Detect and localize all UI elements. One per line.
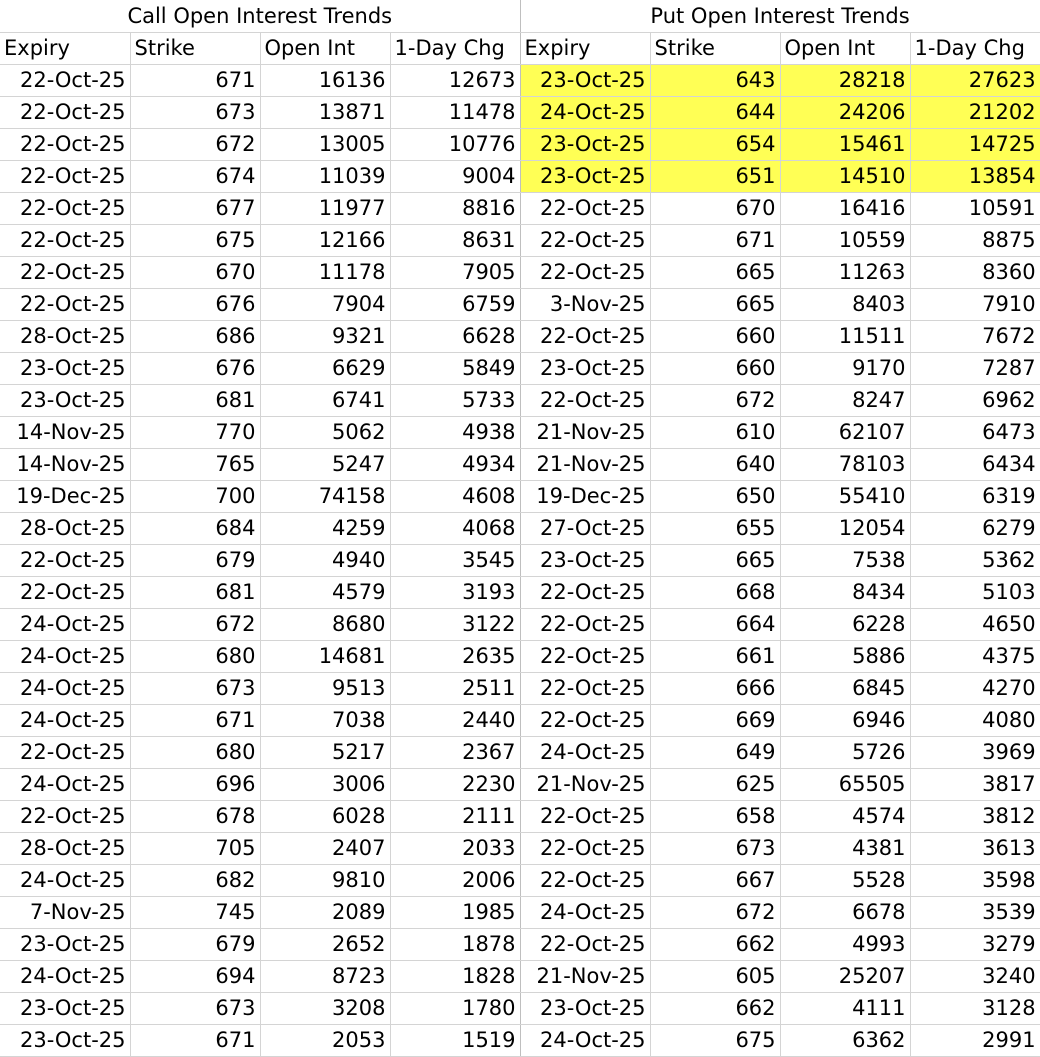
call-strike-cell[interactable]: 765 xyxy=(130,448,260,480)
call-1day-chg-cell[interactable]: 7905 xyxy=(390,256,520,288)
put-open-int-cell[interactable]: 11263 xyxy=(780,256,910,288)
call-strike-cell[interactable]: 671 xyxy=(130,704,260,736)
call-1day-chg-cell[interactable]: 3122 xyxy=(390,608,520,640)
put-strike-cell[interactable]: 662 xyxy=(650,928,780,960)
call-strike-cell[interactable]: 696 xyxy=(130,768,260,800)
call-strike-cell[interactable]: 684 xyxy=(130,512,260,544)
put-strike-cell[interactable]: 675 xyxy=(650,1024,780,1056)
put-strike-cell[interactable]: 605 xyxy=(650,960,780,992)
call-1day-chg-cell[interactable]: 2230 xyxy=(390,768,520,800)
put-1day-chg-cell[interactable]: 27623 xyxy=(910,64,1040,96)
put-1day-chg-cell[interactable]: 4650 xyxy=(910,608,1040,640)
put-expiry-cell[interactable]: 22-Oct-25 xyxy=(520,928,650,960)
put-expiry-cell[interactable]: 23-Oct-25 xyxy=(520,544,650,576)
call-expiry-cell[interactable]: 19-Dec-25 xyxy=(0,480,130,512)
call-open-int-cell[interactable]: 11178 xyxy=(260,256,390,288)
put-expiry-cell[interactable]: 22-Oct-25 xyxy=(520,320,650,352)
call-strike-cell[interactable]: 672 xyxy=(130,608,260,640)
put-strike-cell[interactable]: 644 xyxy=(650,96,780,128)
put-open-int-cell[interactable]: 14510 xyxy=(780,160,910,192)
call-open-int-cell[interactable]: 11977 xyxy=(260,192,390,224)
table-row xyxy=(0,544,1040,576)
put-strike-cell[interactable]: 660 xyxy=(650,352,780,384)
put-1day-chg-cell[interactable]: 7910 xyxy=(910,288,1040,320)
call-1day-chg-cell[interactable]: 3193 xyxy=(390,576,520,608)
call-strike-cell[interactable]: 679 xyxy=(130,544,260,576)
put-strike-cell[interactable]: 669 xyxy=(650,704,780,736)
table-row xyxy=(0,864,1040,896)
put-open-int-cell[interactable]: 28218 xyxy=(780,64,910,96)
put-1day-chg-cell[interactable]: 4080 xyxy=(910,704,1040,736)
put-1day-chg-cell[interactable]: 3598 xyxy=(910,864,1040,896)
put-open-int-cell[interactable]: 5886 xyxy=(780,640,910,672)
call-open-int-cell[interactable]: 12166 xyxy=(260,224,390,256)
section-title-row xyxy=(0,0,1040,32)
put-header-strike[interactable]: Strike xyxy=(650,32,780,64)
call-expiry-cell[interactable]: 22-Oct-25 xyxy=(0,160,130,192)
put-1day-chg-cell[interactable]: 5362 xyxy=(910,544,1040,576)
call-open-int-cell[interactable]: 3006 xyxy=(260,768,390,800)
call-open-int-cell[interactable]: 13005 xyxy=(260,128,390,160)
call-open-int-cell[interactable]: 2053 xyxy=(260,1024,390,1056)
call-expiry-cell[interactable]: 24-Oct-25 xyxy=(0,704,130,736)
call-header-strike[interactable]: Strike xyxy=(130,32,260,64)
put-strike-cell[interactable]: 651 xyxy=(650,160,780,192)
put-expiry-cell[interactable]: 22-Oct-25 xyxy=(520,672,650,704)
put-strike-cell[interactable]: 658 xyxy=(650,800,780,832)
call-expiry-cell[interactable]: 14-Nov-25 xyxy=(0,448,130,480)
put-strike-cell[interactable]: 672 xyxy=(650,896,780,928)
table-row xyxy=(0,576,1040,608)
put-1day-chg-cell[interactable]: 13854 xyxy=(910,160,1040,192)
put-expiry-cell[interactable]: 21-Nov-25 xyxy=(520,416,650,448)
call-strike-cell[interactable]: 678 xyxy=(130,800,260,832)
put-expiry-cell[interactable]: 23-Oct-25 xyxy=(520,128,650,160)
put-open-int-cell[interactable]: 4574 xyxy=(780,800,910,832)
call-1day-chg-cell[interactable]: 4938 xyxy=(390,416,520,448)
put-open-int-cell[interactable]: 11511 xyxy=(780,320,910,352)
call-expiry-cell[interactable]: 23-Oct-25 xyxy=(0,352,130,384)
call-strike-cell[interactable]: 675 xyxy=(130,224,260,256)
put-expiry-cell[interactable]: 27-Oct-25 xyxy=(520,512,650,544)
put-expiry-cell[interactable]: 22-Oct-25 xyxy=(520,832,650,864)
call-1day-chg-cell[interactable]: 5733 xyxy=(390,384,520,416)
call-open-int-cell[interactable]: 2089 xyxy=(260,896,390,928)
put-1day-chg-cell[interactable]: 10591 xyxy=(910,192,1040,224)
put-strike-cell[interactable]: 666 xyxy=(650,672,780,704)
put-1day-chg-cell[interactable]: 6319 xyxy=(910,480,1040,512)
put-strike-cell[interactable]: 660 xyxy=(650,320,780,352)
put-1day-chg-cell[interactable]: 3613 xyxy=(910,832,1040,864)
put-strike-cell[interactable]: 650 xyxy=(650,480,780,512)
put-strike-cell[interactable]: 662 xyxy=(650,992,780,1024)
put-strike-cell[interactable]: 671 xyxy=(650,224,780,256)
call-strike-cell[interactable]: 745 xyxy=(130,896,260,928)
table-row xyxy=(0,1024,1040,1056)
put-expiry-cell[interactable]: 22-Oct-25 xyxy=(520,640,650,672)
call-open-int-cell[interactable]: 74158 xyxy=(260,480,390,512)
call-strike-cell[interactable]: 676 xyxy=(130,288,260,320)
call-1day-chg-cell[interactable]: 10776 xyxy=(390,128,520,160)
put-1day-chg-cell[interactable]: 6434 xyxy=(910,448,1040,480)
call-expiry-cell[interactable]: 22-Oct-25 xyxy=(0,128,130,160)
put-expiry-cell[interactable]: 24-Oct-25 xyxy=(520,1024,650,1056)
put-open-int-cell[interactable]: 4111 xyxy=(780,992,910,1024)
table-row xyxy=(0,736,1040,768)
put-strike-cell[interactable]: 665 xyxy=(650,544,780,576)
call-expiry-cell[interactable]: 24-Oct-25 xyxy=(0,768,130,800)
put-1day-chg-cell[interactable]: 3279 xyxy=(910,928,1040,960)
call-1day-chg-cell[interactable]: 2367 xyxy=(390,736,520,768)
call-1day-chg-cell[interactable]: 4934 xyxy=(390,448,520,480)
table-row xyxy=(0,704,1040,736)
call-1day-chg-cell[interactable]: 6759 xyxy=(390,288,520,320)
put-1day-chg-cell[interactable]: 3539 xyxy=(910,896,1040,928)
table-row xyxy=(0,608,1040,640)
call-1day-chg-cell[interactable]: 12673 xyxy=(390,64,520,96)
call-open-int-cell[interactable]: 6741 xyxy=(260,384,390,416)
call-open-int-cell[interactable]: 9810 xyxy=(260,864,390,896)
call-section-title[interactable]: Call Open Interest Trends xyxy=(0,0,520,32)
table-row xyxy=(0,416,1040,448)
call-expiry-cell[interactable]: 23-Oct-25 xyxy=(0,992,130,1024)
call-expiry-cell[interactable]: 24-Oct-25 xyxy=(0,640,130,672)
put-expiry-cell[interactable]: 24-Oct-25 xyxy=(520,736,650,768)
put-open-int-cell[interactable]: 4381 xyxy=(780,832,910,864)
call-1day-chg-cell[interactable]: 1519 xyxy=(390,1024,520,1056)
table-row xyxy=(0,160,1040,192)
call-expiry-cell[interactable]: 23-Oct-25 xyxy=(0,1024,130,1056)
table-row xyxy=(0,800,1040,832)
put-open-int-cell[interactable]: 12054 xyxy=(780,512,910,544)
put-open-int-cell[interactable]: 78103 xyxy=(780,448,910,480)
put-strike-cell[interactable]: 670 xyxy=(650,192,780,224)
table-row xyxy=(0,192,1040,224)
call-open-int-cell[interactable]: 11039 xyxy=(260,160,390,192)
put-strike-cell[interactable]: 665 xyxy=(650,288,780,320)
put-open-int-cell[interactable]: 6362 xyxy=(780,1024,910,1056)
call-expiry-cell[interactable]: 24-Oct-25 xyxy=(0,864,130,896)
table-row xyxy=(0,992,1040,1024)
put-1day-chg-cell[interactable]: 7287 xyxy=(910,352,1040,384)
put-header-expiry[interactable]: Expiry xyxy=(520,32,650,64)
table-row xyxy=(0,256,1040,288)
put-expiry-cell[interactable]: 3-Nov-25 xyxy=(520,288,650,320)
put-1day-chg-cell[interactable]: 3969 xyxy=(910,736,1040,768)
call-strike-cell[interactable]: 673 xyxy=(130,96,260,128)
put-1day-chg-cell[interactable]: 4270 xyxy=(910,672,1040,704)
call-strike-cell[interactable]: 676 xyxy=(130,352,260,384)
put-1day-chg-cell[interactable]: 2991 xyxy=(910,1024,1040,1056)
put-open-int-cell[interactable]: 6228 xyxy=(780,608,910,640)
call-strike-cell[interactable]: 705 xyxy=(130,832,260,864)
call-strike-cell[interactable]: 673 xyxy=(130,672,260,704)
call-open-int-cell[interactable]: 8680 xyxy=(260,608,390,640)
call-1day-chg-cell[interactable]: 9004 xyxy=(390,160,520,192)
put-1day-chg-cell[interactable]: 5103 xyxy=(910,576,1040,608)
call-open-int-cell[interactable]: 9513 xyxy=(260,672,390,704)
put-header-open-int[interactable]: Open Int xyxy=(780,32,910,64)
put-open-int-cell[interactable]: 16416 xyxy=(780,192,910,224)
call-expiry-cell[interactable]: 28-Oct-25 xyxy=(0,320,130,352)
call-open-int-cell[interactable]: 7038 xyxy=(260,704,390,736)
put-strike-cell[interactable]: 643 xyxy=(650,64,780,96)
put-open-int-cell[interactable]: 8434 xyxy=(780,576,910,608)
put-expiry-cell[interactable]: 21-Nov-25 xyxy=(520,960,650,992)
put-1day-chg-cell[interactable]: 4375 xyxy=(910,640,1040,672)
call-expiry-cell[interactable]: 7-Nov-25 xyxy=(0,896,130,928)
call-expiry-cell[interactable]: 28-Oct-25 xyxy=(0,832,130,864)
call-open-int-cell[interactable]: 5217 xyxy=(260,736,390,768)
table-row xyxy=(0,352,1040,384)
put-expiry-cell[interactable]: 23-Oct-25 xyxy=(520,64,650,96)
put-open-int-cell[interactable]: 4993 xyxy=(780,928,910,960)
call-open-int-cell[interactable]: 6028 xyxy=(260,800,390,832)
put-open-int-cell[interactable]: 8247 xyxy=(780,384,910,416)
call-open-int-cell[interactable]: 4579 xyxy=(260,576,390,608)
put-expiry-cell[interactable]: 24-Oct-25 xyxy=(520,96,650,128)
table-row xyxy=(0,896,1040,928)
put-open-int-cell[interactable]: 7538 xyxy=(780,544,910,576)
put-strike-cell[interactable]: 640 xyxy=(650,448,780,480)
call-expiry-cell[interactable]: 22-Oct-25 xyxy=(0,224,130,256)
put-strike-cell[interactable]: 665 xyxy=(650,256,780,288)
call-strike-cell[interactable]: 679 xyxy=(130,928,260,960)
put-strike-cell[interactable]: 655 xyxy=(650,512,780,544)
call-1day-chg-cell[interactable]: 4608 xyxy=(390,480,520,512)
put-expiry-cell[interactable]: 22-Oct-25 xyxy=(520,864,650,896)
put-expiry-cell[interactable]: 22-Oct-25 xyxy=(520,608,650,640)
call-1day-chg-cell[interactable]: 2033 xyxy=(390,832,520,864)
call-strike-cell[interactable]: 694 xyxy=(130,960,260,992)
call-strike-cell[interactable]: 671 xyxy=(130,1024,260,1056)
put-open-int-cell[interactable]: 6845 xyxy=(780,672,910,704)
call-strike-cell[interactable]: 672 xyxy=(130,128,260,160)
put-strike-cell[interactable]: 661 xyxy=(650,640,780,672)
call-open-int-cell[interactable]: 5247 xyxy=(260,448,390,480)
call-expiry-cell[interactable]: 22-Oct-25 xyxy=(0,800,130,832)
call-strike-cell[interactable]: 670 xyxy=(130,256,260,288)
call-strike-cell[interactable]: 700 xyxy=(130,480,260,512)
put-expiry-cell[interactable]: 23-Oct-25 xyxy=(520,160,650,192)
put-open-int-cell[interactable]: 65505 xyxy=(780,768,910,800)
call-1day-chg-cell[interactable]: 1985 xyxy=(390,896,520,928)
call-1day-chg-cell[interactable]: 1878 xyxy=(390,928,520,960)
call-expiry-cell[interactable]: 22-Oct-25 xyxy=(0,96,130,128)
put-strike-cell[interactable]: 625 xyxy=(650,768,780,800)
call-open-int-cell[interactable]: 4940 xyxy=(260,544,390,576)
call-expiry-cell[interactable]: 22-Oct-25 xyxy=(0,736,130,768)
put-expiry-cell[interactable]: 22-Oct-25 xyxy=(520,704,650,736)
put-1day-chg-cell[interactable]: 6279 xyxy=(910,512,1040,544)
column-header-row xyxy=(0,32,1040,64)
call-open-int-cell[interactable]: 6629 xyxy=(260,352,390,384)
put-expiry-cell[interactable]: 21-Nov-25 xyxy=(520,448,650,480)
table-row xyxy=(0,768,1040,800)
put-open-int-cell[interactable]: 15461 xyxy=(780,128,910,160)
table-row xyxy=(0,960,1040,992)
call-1day-chg-cell[interactable]: 4068 xyxy=(390,512,520,544)
put-expiry-cell[interactable]: 21-Nov-25 xyxy=(520,768,650,800)
call-1day-chg-cell[interactable]: 2006 xyxy=(390,864,520,896)
call-strike-cell[interactable]: 671 xyxy=(130,64,260,96)
put-open-int-cell[interactable]: 24206 xyxy=(780,96,910,128)
call-expiry-cell[interactable]: 22-Oct-25 xyxy=(0,256,130,288)
table-row xyxy=(0,288,1040,320)
put-expiry-cell[interactable]: 22-Oct-25 xyxy=(520,576,650,608)
call-1day-chg-cell[interactable]: 2511 xyxy=(390,672,520,704)
call-strike-cell[interactable]: 674 xyxy=(130,160,260,192)
call-header-expiry[interactable]: Expiry xyxy=(0,32,130,64)
put-1day-chg-cell[interactable]: 3812 xyxy=(910,800,1040,832)
call-open-int-cell[interactable]: 2407 xyxy=(260,832,390,864)
put-1day-chg-cell[interactable]: 3240 xyxy=(910,960,1040,992)
table-row xyxy=(0,448,1040,480)
call-1day-chg-cell[interactable]: 8816 xyxy=(390,192,520,224)
put-expiry-cell[interactable]: 22-Oct-25 xyxy=(520,384,650,416)
put-strike-cell[interactable]: 668 xyxy=(650,576,780,608)
table-row xyxy=(0,928,1040,960)
call-strike-cell[interactable]: 680 xyxy=(130,640,260,672)
call-1day-chg-cell[interactable]: 2440 xyxy=(390,704,520,736)
table-row xyxy=(0,96,1040,128)
put-1day-chg-cell[interactable]: 8360 xyxy=(910,256,1040,288)
call-1day-chg-cell[interactable]: 5849 xyxy=(390,352,520,384)
put-expiry-cell[interactable]: 22-Oct-25 xyxy=(520,192,650,224)
put-expiry-cell[interactable]: 23-Oct-25 xyxy=(520,992,650,1024)
put-expiry-cell[interactable]: 23-Oct-25 xyxy=(520,352,650,384)
put-open-int-cell[interactable]: 55410 xyxy=(780,480,910,512)
put-1day-chg-cell[interactable]: 8875 xyxy=(910,224,1040,256)
call-open-int-cell[interactable]: 8723 xyxy=(260,960,390,992)
call-1day-chg-cell[interactable]: 8631 xyxy=(390,224,520,256)
call-expiry-cell[interactable]: 24-Oct-25 xyxy=(0,608,130,640)
call-header-1day-chg[interactable]: 1-Day Chg xyxy=(390,32,520,64)
call-expiry-cell[interactable]: 23-Oct-25 xyxy=(0,928,130,960)
call-open-int-cell[interactable]: 2652 xyxy=(260,928,390,960)
call-expiry-cell[interactable]: 22-Oct-25 xyxy=(0,576,130,608)
put-open-int-cell[interactable]: 10559 xyxy=(780,224,910,256)
put-open-int-cell[interactable]: 6946 xyxy=(780,704,910,736)
put-1day-chg-cell[interactable]: 14725 xyxy=(910,128,1040,160)
call-1day-chg-cell[interactable]: 1780 xyxy=(390,992,520,1024)
table-row xyxy=(0,832,1040,864)
call-strike-cell[interactable]: 677 xyxy=(130,192,260,224)
put-1day-chg-cell[interactable]: 7672 xyxy=(910,320,1040,352)
put-section-title[interactable]: Put Open Interest Trends xyxy=(520,0,1040,32)
call-expiry-cell[interactable]: 14-Nov-25 xyxy=(0,416,130,448)
put-expiry-cell[interactable]: 22-Oct-25 xyxy=(520,256,650,288)
table-row xyxy=(0,224,1040,256)
call-open-int-cell[interactable]: 13871 xyxy=(260,96,390,128)
put-expiry-cell[interactable]: 22-Oct-25 xyxy=(520,224,650,256)
call-open-int-cell[interactable]: 14681 xyxy=(260,640,390,672)
put-open-int-cell[interactable]: 5726 xyxy=(780,736,910,768)
call-strike-cell[interactable]: 673 xyxy=(130,992,260,1024)
call-strike-cell[interactable]: 686 xyxy=(130,320,260,352)
table-row xyxy=(0,384,1040,416)
call-open-int-cell[interactable]: 3208 xyxy=(260,992,390,1024)
put-expiry-cell[interactable]: 22-Oct-25 xyxy=(520,800,650,832)
put-strike-cell[interactable]: 664 xyxy=(650,608,780,640)
put-strike-cell[interactable]: 673 xyxy=(650,832,780,864)
table-row xyxy=(0,128,1040,160)
call-open-int-cell[interactable]: 5062 xyxy=(260,416,390,448)
put-open-int-cell[interactable]: 9170 xyxy=(780,352,910,384)
put-open-int-cell[interactable]: 25207 xyxy=(780,960,910,992)
table-body xyxy=(0,64,1040,1056)
call-expiry-cell[interactable]: 28-Oct-25 xyxy=(0,512,130,544)
call-expiry-cell[interactable]: 22-Oct-25 xyxy=(0,544,130,576)
call-1day-chg-cell[interactable]: 1828 xyxy=(390,960,520,992)
put-expiry-cell[interactable]: 19-Dec-25 xyxy=(520,480,650,512)
table-row xyxy=(0,640,1040,672)
put-strike-cell[interactable]: 649 xyxy=(650,736,780,768)
table-row xyxy=(0,320,1040,352)
call-expiry-cell[interactable]: 24-Oct-25 xyxy=(0,960,130,992)
put-strike-cell[interactable]: 667 xyxy=(650,864,780,896)
put-1day-chg-cell[interactable]: 6473 xyxy=(910,416,1040,448)
call-open-int-cell[interactable]: 4259 xyxy=(260,512,390,544)
put-1day-chg-cell[interactable]: 3128 xyxy=(910,992,1040,1024)
put-header-1day-chg[interactable]: 1-Day Chg xyxy=(910,32,1040,64)
call-expiry-cell[interactable]: 22-Oct-25 xyxy=(0,64,130,96)
call-strike-cell[interactable]: 681 xyxy=(130,576,260,608)
put-strike-cell[interactable]: 672 xyxy=(650,384,780,416)
put-expiry-cell[interactable]: 24-Oct-25 xyxy=(520,896,650,928)
table-row xyxy=(0,512,1040,544)
call-1day-chg-cell[interactable]: 11478 xyxy=(390,96,520,128)
call-expiry-cell[interactable]: 23-Oct-25 xyxy=(0,384,130,416)
call-strike-cell[interactable]: 770 xyxy=(130,416,260,448)
put-open-int-cell[interactable]: 5528 xyxy=(780,864,910,896)
call-1day-chg-cell[interactable]: 2635 xyxy=(390,640,520,672)
call-expiry-cell[interactable]: 22-Oct-25 xyxy=(0,192,130,224)
put-1day-chg-cell[interactable]: 6962 xyxy=(910,384,1040,416)
call-strike-cell[interactable]: 681 xyxy=(130,384,260,416)
put-open-int-cell[interactable]: 62107 xyxy=(780,416,910,448)
table-row xyxy=(0,672,1040,704)
call-header-open-int[interactable]: Open Int xyxy=(260,32,390,64)
put-1day-chg-cell[interactable]: 21202 xyxy=(910,96,1040,128)
call-1day-chg-cell[interactable]: 3545 xyxy=(390,544,520,576)
call-expiry-cell[interactable]: 24-Oct-25 xyxy=(0,672,130,704)
put-open-int-cell[interactable]: 6678 xyxy=(780,896,910,928)
put-strike-cell[interactable]: 654 xyxy=(650,128,780,160)
call-open-int-cell[interactable]: 9321 xyxy=(260,320,390,352)
call-expiry-cell[interactable]: 22-Oct-25 xyxy=(0,288,130,320)
call-1day-chg-cell[interactable]: 6628 xyxy=(390,320,520,352)
put-strike-cell[interactable]: 610 xyxy=(650,416,780,448)
call-strike-cell[interactable]: 680 xyxy=(130,736,260,768)
call-open-int-cell[interactable]: 16136 xyxy=(260,64,390,96)
put-open-int-cell[interactable]: 8403 xyxy=(780,288,910,320)
call-1day-chg-cell[interactable]: 2111 xyxy=(390,800,520,832)
table-row xyxy=(0,64,1040,96)
table-row xyxy=(0,480,1040,512)
call-open-int-cell[interactable]: 7904 xyxy=(260,288,390,320)
call-strike-cell[interactable]: 682 xyxy=(130,864,260,896)
put-1day-chg-cell[interactable]: 3817 xyxy=(910,768,1040,800)
